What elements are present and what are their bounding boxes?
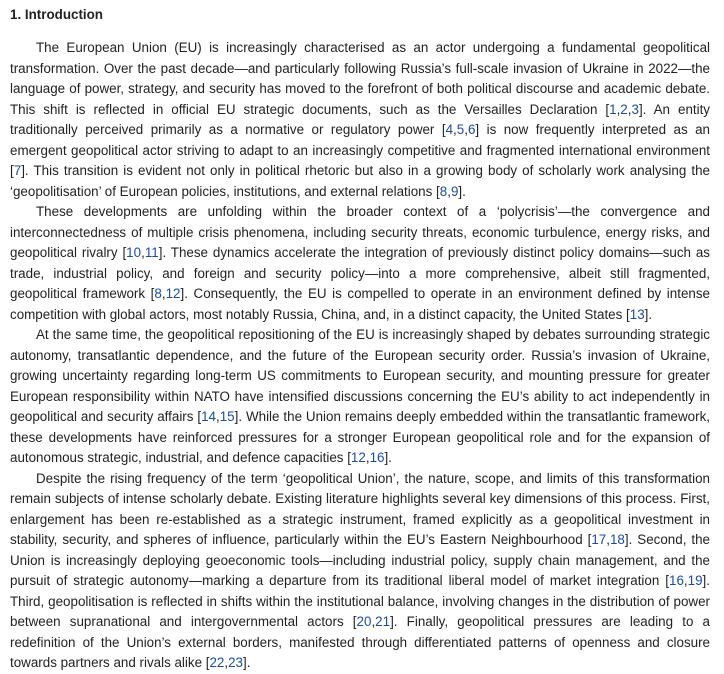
citation-link[interactable]: 11 <box>144 245 159 260</box>
citation-link[interactable]: 9 <box>450 183 459 199</box>
citation-link[interactable]: 8 <box>439 183 448 199</box>
citation-link[interactable]: 5 <box>456 122 465 137</box>
paragraph-text: The European Union (EU) is increasingly characterised as an actor undergoing a fundamental geopolitical transformation. Over the past decade—and particularly following Russia’s full-scale invasion of Ukraine in 2022—the language of power, strategy, and security has moved to the forefront of both political discourse and academic debate. This shift is reflected in official EU strategic documents, such as the Versailles Declaration [ <box>10 40 710 117</box>
citation-link[interactable]: 6 <box>467 122 476 137</box>
citation-link[interactable]: 21 <box>375 614 391 629</box>
section-body <box>10 38 710 674</box>
paragraph-text: , <box>627 101 632 117</box>
citation-link[interactable]: 13 <box>629 306 645 322</box>
paragraph-text: , <box>683 573 688 588</box>
paragraph-text: , <box>161 286 166 301</box>
citation-link[interactable]: 16 <box>369 450 385 465</box>
paragraph-text: ]. Second, the Union is increasingly deploying geoeconomic tools—including industrial policy, supply chain management, and the pursuit of strategic autonomy—marking a departure from its traditional liberal model of market integration [ <box>10 532 710 588</box>
citation-link[interactable]: 16 <box>669 573 684 588</box>
body-paragraph <box>10 202 710 325</box>
citation-link[interactable]: 12 <box>165 286 181 301</box>
paragraph-text: , <box>365 450 370 465</box>
citation-link[interactable]: 3 <box>631 101 639 117</box>
citation-link[interactable]: 20 <box>356 614 372 629</box>
body-paragraph <box>10 38 710 202</box>
section-heading: 1. Introduction <box>10 7 103 22</box>
paragraph-text: , <box>606 532 610 547</box>
paragraph-text: , <box>464 122 468 137</box>
paragraph-text: ]. These dynamics accelerate the integration of previously distinct policy domains—such as trade, industrial policy, and foreign and security policy—into a more comprehensive, albeit still fragmented, geopolitical framework [ <box>10 245 710 301</box>
paragraph-text: ]. Finally, geopolitical pressures are leading to a redefinition of the Union’s external borders, manifested through differentiated patterns of openness and closure towards partners and rivals alike [ <box>10 614 710 670</box>
citation-link[interactable]: 1 <box>609 101 617 117</box>
paragraph-text: ]. <box>458 183 466 199</box>
paragraph-text: ]. Consequently, the EU is compelled to operate in an environment defined by intense competition with global actors, most notably Russia, China, and, in a distinct capacity, the United States [ <box>10 286 710 322</box>
paragraph-text: At the same time, the geopolitical repositioning of the EU is increasingly shaped by debates surrounding strategic autonomy, transatlantic dependence, and the future of the European security order. Russia’s invasion of Ukraine, growing uncertainty regarding long-term US commitments to European security, and mounting pressure for greater European responsibility within NATO have intensified discussions concerning the EU’s ability to act independently in geopolitical and security affairs [ <box>10 327 710 424</box>
citation-link[interactable]: 14 <box>201 409 216 424</box>
paragraph-text: , <box>216 409 220 424</box>
citation-link[interactable]: 22 <box>209 655 225 670</box>
paragraph-text: , <box>224 655 229 670</box>
citation-link[interactable]: 15 <box>219 409 235 424</box>
citation-link[interactable]: 19 <box>687 573 703 588</box>
citation-link[interactable]: 7 <box>13 163 22 178</box>
citation-link[interactable]: 2 <box>620 101 628 117</box>
paragraph-text: Despite the rising frequency of the term ‘geopolitical Union’, the nature, scope, and limits of this transformation remain subjects of intense scholarly debate. Existing literature highlights several key dimensions of this process. First, enlargement has been re-established as a strategic instrument, framed explicitly as a geopolitical investment in stability, security, and spheres of influence, particularly within the EU’s Eastern Neighbourhood [ <box>10 470 710 547</box>
citation-link[interactable]: 12 <box>350 450 366 465</box>
paragraph-text: ]. <box>243 655 251 670</box>
citation-link[interactable]: 8 <box>154 286 162 301</box>
paragraph-text: ]. Third, geopolitisation is reflected in shifts within the institutional balance, involving changes in the distribution of power between supranational and intergovernmental actors [ <box>10 573 710 629</box>
paragraph-text: ]. While the Union remains deeply embedded within the transatlantic framework, these developments have reinforced pressures for a stronger European geopolitical role and for the expansion of autonomous strategic, industrial, and defence capacities [ <box>10 409 710 465</box>
citation-link[interactable]: 17 <box>591 532 607 547</box>
paragraph-text: , <box>141 245 145 260</box>
citation-link[interactable]: 23 <box>228 655 244 670</box>
paragraph-text: , <box>447 183 451 199</box>
paragraph-text: ] is now frequently interpreted as an emergent geopolitical actor striving to adapt to an increasingly competitive and fragmented international environment [ <box>10 122 711 178</box>
paragraph-text: ]. An entity traditionally perceived primarily as a normative or regulatory power [ <box>10 101 711 137</box>
paragraph-text: , <box>616 101 621 117</box>
paragraph-text: ]. This transition is evident not only in political rhetoric but also in a growing body of scholarly work analysing the ‘geopolitisation’ of European policies, institutions, and external relations [ <box>10 163 710 199</box>
body-paragraph <box>10 325 710 469</box>
paragraph-text: , <box>453 122 457 137</box>
paragraph-text: These developments are unfolding within the broader context of a ‘polycrisis’—the convergence and interconnectedness of multiple crisis phenomena, including security threats, economic turbulence, energy risks, and geopolitical rivalry [ <box>10 204 710 260</box>
citation-link[interactable]: 10 <box>126 245 142 260</box>
paragraph-text: , <box>371 614 376 629</box>
citation-link[interactable]: 4 <box>445 122 454 137</box>
paragraph-text: ]. <box>384 450 392 465</box>
citation-link[interactable]: 18 <box>609 532 625 547</box>
paragraph-text: ]. <box>644 306 653 322</box>
body-paragraph <box>10 469 710 674</box>
